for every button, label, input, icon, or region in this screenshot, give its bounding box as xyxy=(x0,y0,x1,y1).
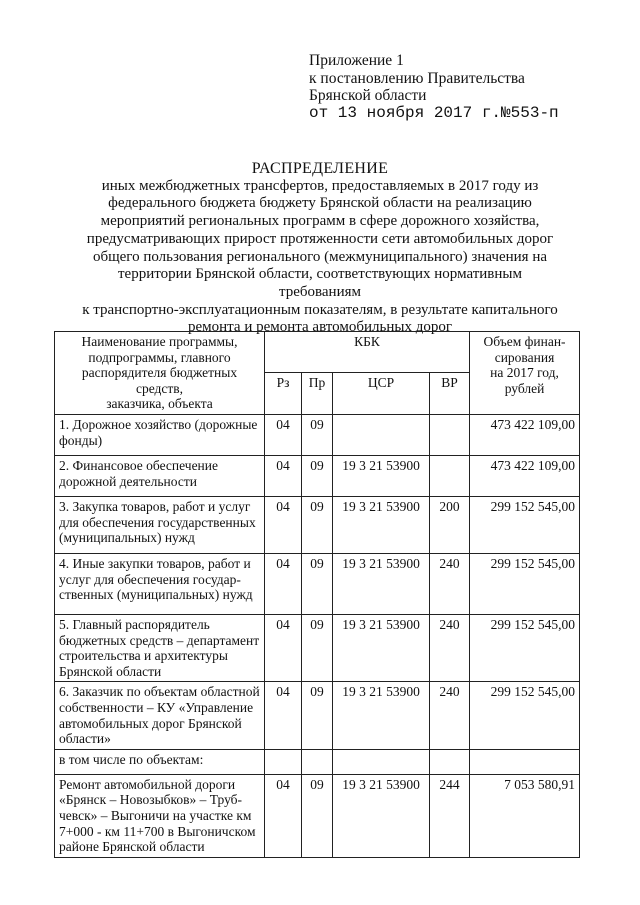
row-amount: 299 152 545,00 xyxy=(470,682,580,749)
row-name-line: 4. Иные закупки товаров, работ и xyxy=(59,555,251,571)
row-name-line: чевск» – Выгоничи на участке км xyxy=(59,807,252,823)
header-name-line: распорядителя бюджетных средств, xyxy=(81,365,238,396)
row-pr: 09 xyxy=(302,496,333,553)
row-pr: 09 xyxy=(302,614,333,681)
row-amount: 473 422 109,00 xyxy=(470,455,580,496)
row-name-line: 2. Финансовое обеспечение xyxy=(59,457,219,473)
title-line: федерального бюджета бюджету Брянской области на реализацию xyxy=(108,195,532,212)
row-name-line: области» xyxy=(59,731,111,747)
row-amount: 299 152 545,00 xyxy=(470,614,580,681)
resolution-date-number: от 13 ноября 2017 г.№553-п xyxy=(309,103,559,122)
row-pr: 09 xyxy=(302,682,333,749)
row-name xyxy=(55,614,265,681)
row-amount: 473 422 109,00 xyxy=(470,414,580,455)
row-csr: 19 3 21 53900 xyxy=(333,774,430,857)
row-name-line: Брянской области xyxy=(59,663,162,679)
header-name xyxy=(55,332,265,415)
title-line: мероприятий региональных программ в сфере дорожного хозяйства, xyxy=(100,213,540,230)
row-rz: 04 xyxy=(265,414,302,455)
row-name xyxy=(55,414,265,455)
title-line: предусматривающих прирост протяженности сети автомобильных дорог xyxy=(86,230,554,247)
table-row xyxy=(55,496,580,553)
row-vr xyxy=(430,455,470,496)
header-name-line: подпрограммы, главного xyxy=(88,349,231,365)
row-name-line: ственных (муниципальных) нужд xyxy=(59,587,253,603)
document-title xyxy=(80,160,560,337)
row-rz: 04 xyxy=(265,774,302,857)
row-name xyxy=(55,682,265,749)
header-volume-line: Объем финан- xyxy=(483,334,566,349)
row-csr: 19 3 21 53900 xyxy=(333,682,430,749)
row-csr: 19 3 21 53900 xyxy=(333,455,430,496)
header-pr: Пр xyxy=(302,373,333,414)
title-line: ремонта и ремонта автомобильных дорог xyxy=(188,319,452,336)
header-volume-line: на 2017 год, xyxy=(490,365,559,381)
title-line: иных межбюджетных трансфертов, предоставляемых в 2017 году из xyxy=(101,177,539,194)
row-rz: 04 xyxy=(265,682,302,749)
row-pr: 09 xyxy=(302,774,333,857)
row-vr: 244 xyxy=(430,774,470,857)
row-amount xyxy=(470,749,580,774)
row-name-line: 7+000 - км 11+700 в Выгоничском xyxy=(59,823,256,839)
row-amount: 299 152 545,00 xyxy=(470,496,580,553)
distribution-table xyxy=(54,331,580,858)
table-row xyxy=(55,414,580,455)
row-name-line: 6. Заказчик по объектам областной xyxy=(59,684,260,700)
row-vr: 240 xyxy=(430,682,470,749)
row-name-line: услуг для обеспечения государ- xyxy=(59,571,241,587)
table-row xyxy=(55,682,580,749)
row-vr xyxy=(430,749,470,774)
row-csr: 19 3 21 53900 xyxy=(333,553,430,614)
resolution-reference: к постановлению Правительства xyxy=(309,69,525,87)
row-name-line: дорожной деятельности xyxy=(59,473,197,489)
header-volume-line: рублей xyxy=(504,380,545,396)
title-line: общего пользования регионального (межмуниципального) значения на xyxy=(92,248,548,265)
table-row xyxy=(55,455,580,496)
table-header-row xyxy=(55,332,580,373)
appendix-header xyxy=(309,52,559,122)
table-row xyxy=(55,749,580,774)
title-line: территории Брянской области, соответствующих нормативным требованиям xyxy=(118,266,522,300)
header-kbk: КБК xyxy=(265,332,470,373)
row-name-line: районе Брянской области xyxy=(59,839,205,855)
row-name-line: для обеспечения государственных xyxy=(59,514,256,530)
row-pr: 09 xyxy=(302,414,333,455)
title-main: РАСПРЕДЕЛЕНИЕ xyxy=(251,160,389,177)
row-name xyxy=(55,553,265,614)
header-csr: ЦСР xyxy=(333,373,430,414)
row-name-line: собственности – КУ «Управление xyxy=(59,699,254,715)
header-vr: ВР xyxy=(430,373,470,414)
row-vr: 240 xyxy=(430,614,470,681)
row-amount: 7 053 580,91 xyxy=(470,774,580,857)
row-pr: 09 xyxy=(302,455,333,496)
row-name xyxy=(55,774,265,857)
row-name-line: бюджетных средств – департамент xyxy=(59,632,260,648)
row-vr: 240 xyxy=(430,553,470,614)
row-name-line: Ремонт автомобильной дороги xyxy=(59,776,236,792)
header-volume xyxy=(470,332,580,415)
row-vr: 200 xyxy=(430,496,470,553)
row-csr: 19 3 21 53900 xyxy=(333,496,430,553)
row-name xyxy=(55,455,265,496)
row-csr xyxy=(333,414,430,455)
row-rz: 04 xyxy=(265,496,302,553)
row-name xyxy=(55,496,265,553)
row-name-line: в том числе по объектам: xyxy=(59,751,204,767)
row-rz: 04 xyxy=(265,614,302,681)
table-row xyxy=(55,553,580,614)
row-name xyxy=(55,749,265,774)
row-rz xyxy=(265,749,302,774)
header-name-line: Наименование программы, xyxy=(81,334,238,349)
row-name-line: 3. Закупка товаров, работ и услуг xyxy=(59,498,251,514)
table-row xyxy=(55,774,580,857)
header-name-line: заказчика, объекта xyxy=(106,396,213,412)
row-name-line: фонды) xyxy=(59,432,103,448)
row-csr xyxy=(333,749,430,774)
row-csr: 19 3 21 53900 xyxy=(333,614,430,681)
row-name-line: 1. Дорожное хозяйство (дорожные xyxy=(59,416,258,432)
row-name-line: (муниципальных) нужд xyxy=(59,530,195,546)
row-rz: 04 xyxy=(265,553,302,614)
row-name-line: строительства и архитектуры xyxy=(59,648,228,664)
appendix-number: Приложение 1 xyxy=(309,52,404,69)
row-pr xyxy=(302,749,333,774)
header-rz: Рз xyxy=(265,373,302,414)
row-name-line: 5. Главный распорядитель xyxy=(59,616,210,632)
title-line: к транспортно-эксплуатационным показателям, в результате капитального xyxy=(82,301,558,318)
row-name-line: «Брянск – Новозыбков» – Труб- xyxy=(59,792,243,808)
row-rz: 04 xyxy=(265,455,302,496)
header-volume-line: сирования xyxy=(494,349,555,365)
region-name: Брянской области xyxy=(309,87,427,104)
row-vr xyxy=(430,414,470,455)
table-row xyxy=(55,614,580,681)
row-pr: 09 xyxy=(302,553,333,614)
row-amount: 299 152 545,00 xyxy=(470,553,580,614)
row-name-line: автомобильных дорог Брянской xyxy=(59,715,242,731)
